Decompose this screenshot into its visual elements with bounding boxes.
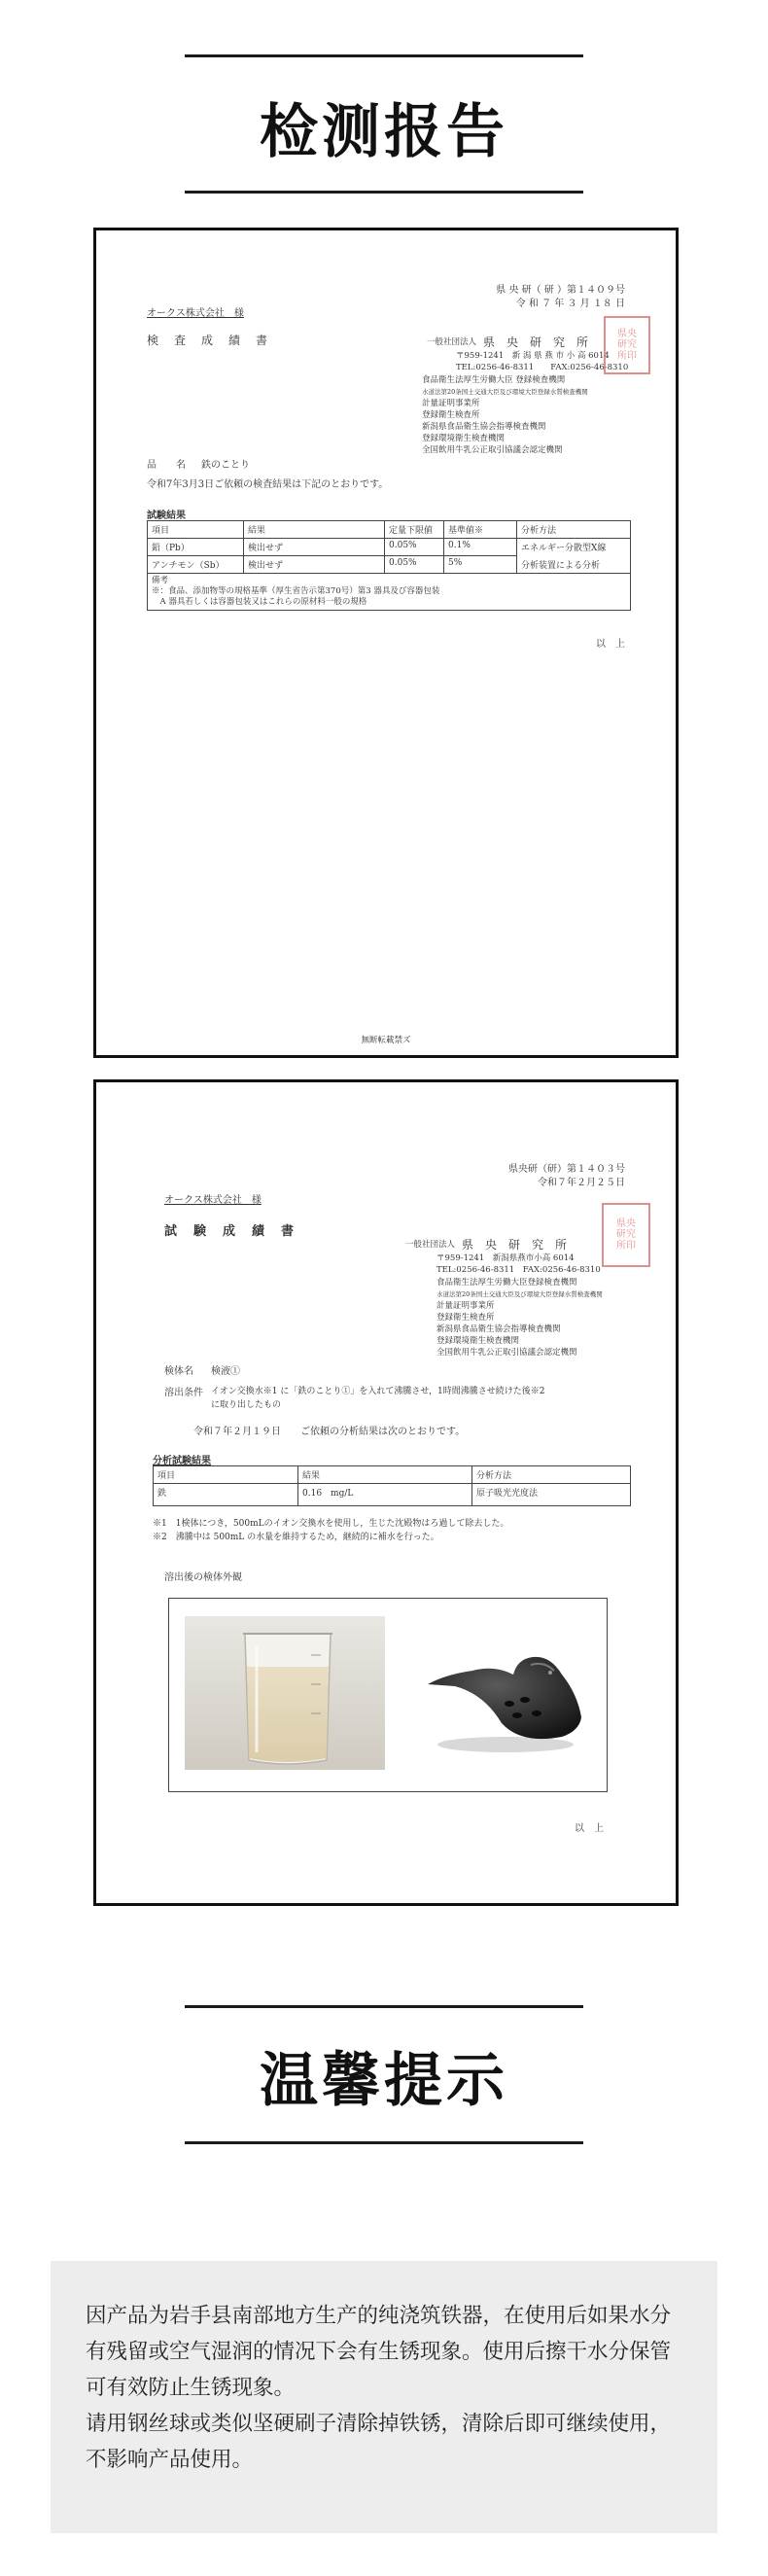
- remarks-row: [148, 574, 631, 611]
- report2-sample-label: 検体名: [164, 1366, 193, 1377]
- table-header-row: [154, 1466, 631, 1484]
- report1-issuer-tel: TEL:0256-46-8311 FAX:0256-46-8310: [456, 363, 629, 372]
- report2-end-mark: 以 上: [575, 1823, 604, 1834]
- table-row: [154, 1484, 631, 1506]
- table-header: 結果: [244, 521, 385, 539]
- table-cell: 鉛（Pb）: [148, 539, 244, 556]
- notice-paragraph: 因产品为岩手县南部地方生产的纯浇筑铁器，在使用后如果水分有残留或空气湿润的情况下会有生锈现象。使用后擦干水分保管可有效防止生锈现象。: [86, 2304, 672, 2400]
- beaker-photo: [185, 1616, 385, 1770]
- table-cell: 原子吸光光度法: [472, 1484, 631, 1506]
- report2-issuer-tel: TEL:0256-46-8311 FAX:0256-46-8310: [436, 1265, 601, 1275]
- registration-line: 登録衛生検査所: [422, 410, 480, 420]
- table-header: 分析方法: [472, 1466, 631, 1484]
- remarks-label: 備考: [152, 576, 169, 585]
- table-cell: 0.05%: [385, 539, 444, 556]
- table-cell: 0.1%: [444, 539, 517, 556]
- report1-addressee: オークス株式会社 様: [147, 308, 244, 319]
- report2-seal-stamp: 県央 研究 所印: [602, 1203, 650, 1267]
- report2-note-1: ※1 1検体につき，500mLのイオン交換水を使用し，生じた沈殿物はろ過して除去した。: [153, 1519, 509, 1529]
- table-cell: 検出せず: [244, 539, 385, 556]
- report1-request-text: 令和7年3月3日ご依頼の検査結果は下記のとおりです。: [147, 479, 389, 490]
- report1-sample-label: 品 名: [147, 460, 186, 471]
- report1-ref-no: 県 央 研（ 研 ）第１４０９号: [496, 285, 625, 296]
- notice-paragraph: 请用钢丝球或类似坚硬刷子清除掉铁锈，清除后即可继续使用，不影响产品使用。: [86, 2412, 672, 2472]
- table-row: [148, 539, 631, 556]
- report2-condition-text: イオン交換水※1 に「鉄のことり①」を入れて沸騰させ，1時間沸騰させ続けた後※2: [211, 1387, 545, 1396]
- table-cell: 0.16 mg/L: [298, 1484, 472, 1506]
- registration-line: 計量証明事業所: [436, 1301, 495, 1311]
- registration-line: 水道法第20条国土交通大臣及び環境大臣登録水質検査機関: [436, 1290, 603, 1298]
- section-title-notice: 温馨提示: [260, 2047, 508, 2115]
- report2-sample-value: 検液①: [211, 1366, 240, 1377]
- table-cell: エネルギー分散型X線: [517, 539, 631, 556]
- registration-line: 食品衛生法厚生労働大臣 登録検査機関: [422, 375, 566, 385]
- table-cell: アンチモン（Sb）: [148, 556, 244, 574]
- report2-request-text: 令和７年２月１９日 ご依頼の分析結果は次のとおりです。: [193, 1427, 466, 1437]
- report1-sample-value: 鉄のことり: [201, 460, 250, 471]
- report1-issuer-name: 県 央 研 究 所: [483, 335, 589, 349]
- report1-issuer-address: 〒959-1241 新 潟 県 燕 市 小 高 6014: [456, 351, 610, 361]
- report1-footer: 無断転載禁ズ: [361, 1036, 411, 1045]
- registration-line: 新潟県食品衛生協会指導検査機関: [422, 422, 546, 432]
- report2-date: 令和７年２月２５日: [538, 1178, 625, 1188]
- report1-issuer-label: 一般社団法人: [427, 337, 477, 347]
- report2-issuer-address: 〒959-1241 新潟県燕市小高 6014: [436, 1253, 575, 1263]
- report2-condition-label: 溶出条件: [164, 1388, 203, 1398]
- registration-line: 登録環境衛生検査機関: [422, 434, 506, 443]
- report1-seal-stamp: 県央 研究 所印: [604, 316, 650, 374]
- report1-registrations: [422, 374, 588, 456]
- report2-note-2: ※2 沸騰中は 500mL の水量を維持するため，継続的に補水を行った。: [153, 1533, 439, 1542]
- report1-title: 検 査 成 績 書: [147, 334, 270, 347]
- report2-issuer-label: 一般社団法人: [405, 1240, 456, 1250]
- table-cell: 検出せず: [244, 556, 385, 574]
- notice-box: [51, 2261, 717, 2533]
- iron-bird-photo: [416, 1636, 591, 1762]
- remarks-cell: [148, 574, 631, 611]
- report2-photo-frame: [168, 1598, 608, 1792]
- section2-bottom-rule: [185, 2141, 583, 2144]
- report2-title: 試 験 成 績 書: [164, 1224, 297, 1239]
- report2-issuer-name: 県 央 研 究 所: [462, 1238, 568, 1252]
- registration-line: 新潟県食品衛生協会指導検査機関: [436, 1324, 561, 1334]
- section2-top-rule: [185, 2005, 583, 2008]
- report2-photo-caption: 溶出後の検体外観: [164, 1572, 242, 1583]
- table-cell: 0.05%: [385, 556, 444, 574]
- table-header: 結果: [298, 1466, 472, 1484]
- table-header: 項目: [148, 521, 244, 539]
- table-header-row: [148, 521, 631, 539]
- report1-date: 令 和 ７ 年 ３ 月 １８ 日: [515, 299, 625, 309]
- remarks-line: ※：食品、添加物等の規格基準（厚生省告示第370号）第3 器具及び容器包装: [152, 586, 440, 596]
- section1-top-rule: [185, 54, 583, 57]
- report2-condition-text2: に取り出したもの: [211, 1400, 282, 1410]
- table-row: [148, 556, 631, 574]
- table-cell: 鉄: [154, 1484, 298, 1506]
- registration-line: 全国飲用牛乳公正取引協議会認定機関: [436, 1348, 577, 1358]
- table-cell: 分析装置による分析: [517, 556, 631, 574]
- report2-registrations: [436, 1277, 603, 1359]
- table-header: 項目: [154, 1466, 298, 1484]
- section1-bottom-rule: [185, 191, 583, 194]
- table-header: 定量下限値: [385, 521, 444, 539]
- registration-line: 食品衛生法厚生労働大臣登録検査機関: [436, 1278, 577, 1288]
- remarks-line: A 器具若しくは容器包装又はこれらの原材料一般の規格: [152, 597, 367, 607]
- registration-line: 計量証明事業所: [422, 399, 480, 408]
- registration-line: 登録衛生検査所: [436, 1313, 495, 1323]
- table-header: 基準値※: [444, 521, 517, 539]
- report2-document: [93, 1079, 679, 1906]
- report2-results-heading: 分析試験結果: [153, 1456, 211, 1466]
- table-cell: 5%: [444, 556, 517, 574]
- registration-line: 登録環境衛生検査機関: [436, 1336, 520, 1346]
- report2-ref-no: 県央研（研）第１４０３号: [508, 1164, 625, 1175]
- report2-results-table: [153, 1465, 631, 1506]
- report2-addressee: オークス株式会社 様: [164, 1195, 262, 1206]
- registration-line: 全国飲用牛乳公正取引協議会認定機関: [422, 445, 563, 455]
- report1-document: [93, 228, 679, 1058]
- table-header: 分析方法: [517, 521, 631, 539]
- report1-results-heading: 試験結果: [147, 511, 186, 521]
- report1-results-table: [147, 520, 631, 611]
- report1-end-mark: 以 上: [596, 639, 625, 650]
- section-title-report: 检测报告: [260, 98, 508, 166]
- registration-line: 水道法第20条国土交通大臣及び環境大臣登録水質検査機関: [422, 388, 588, 396]
